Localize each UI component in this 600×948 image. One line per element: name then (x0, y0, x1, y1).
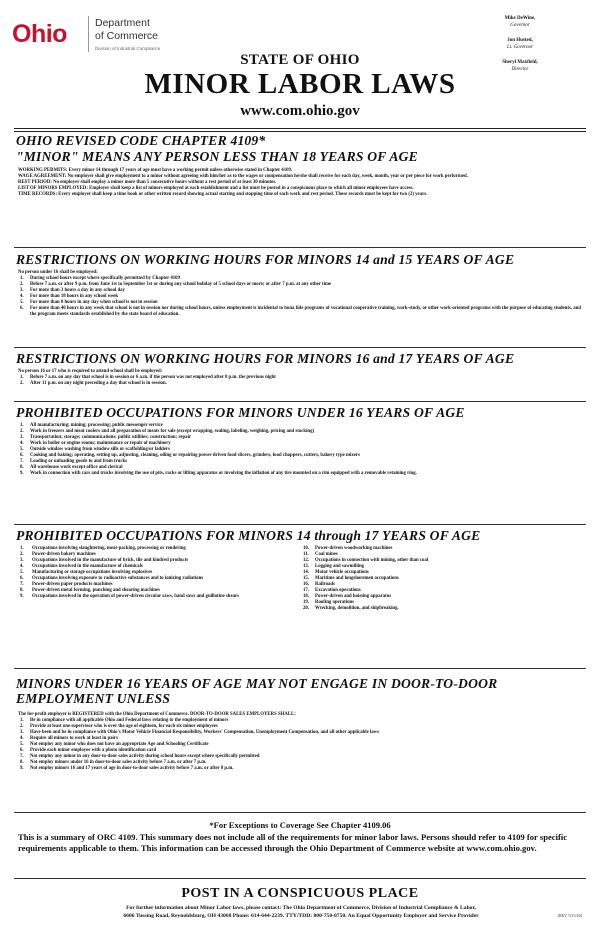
restriction-list (18, 276, 584, 318)
list-item-text: Be in compliance with all applicable Ohio and Federal laws relating to the employment of minors (30, 718, 229, 723)
provision-label: REST PERIOD: (18, 180, 52, 185)
summary-note: This is a summary of ORC 4109. This summary does not include all of the requirements for minor labor laws. Persons should refer to 4109 for specific requirements applicable to them. This information can be accessed through the Ohio Department of Commerce website at www.com.ohio.gov. (18, 832, 568, 853)
list-item-text: For more than 3 hours a day in any school day (30, 288, 125, 293)
list-item-text: After 11 p.m. on any night preceding a day that school is in session. (30, 381, 167, 386)
occupation-list (18, 546, 301, 600)
logo-department (95, 17, 158, 43)
list-number: 3. (20, 558, 24, 563)
section-rule (14, 668, 586, 669)
list-item-text: Require all minors to work at least in pairs (30, 736, 118, 741)
section-heading-chapter: OHIO REVISED CODE CHAPTER 4109* (16, 133, 266, 148)
section-rule (14, 401, 586, 402)
list-item-text: Occupations involving slaughtering, meat-packing, processing or rendering (32, 546, 186, 551)
list-number: 2. (20, 282, 24, 287)
list-item-text: Not employ minors under 16 in door-to-door sales activity before 7 a.m. or after 7 p.m. (30, 760, 207, 765)
list-item-text: Not employ minors 16 and 17 years of age in door-to-door sales activity before 7 a.m. or after 8 p.m. (30, 766, 234, 771)
list-number: 11. (303, 552, 309, 557)
list-item-text: Power-driven paper products machines (32, 582, 113, 587)
list-number: 1. (20, 375, 24, 380)
occupation-column-left (18, 546, 301, 612)
provision-label: TIME RECORDS: (18, 192, 58, 197)
list-item-text: Not employ any minor in any door-to-door sales activity during school hours except where specifically permitted (30, 754, 260, 759)
hours-16-17-list (18, 369, 584, 387)
logo-divider (88, 16, 89, 52)
official-title: Director (511, 66, 529, 72)
list-item (18, 594, 301, 600)
provision-label: WORKING PERMITS: (18, 168, 68, 173)
list-item-text: Not employ any minor who does not have an appropriate Age and Schooling Certificate (30, 742, 209, 747)
list-item-text: Power-driven bakery machines (32, 552, 96, 557)
list-number: 4. (20, 441, 24, 446)
general-provisions (18, 168, 584, 198)
section-heading-prohibited-under-16: PROHIBITED OCCUPATIONS FOR MINORS UNDER 16 YEARS OF AGE (16, 405, 465, 420)
list-number: 2. (20, 552, 24, 557)
list-item-text: Railroads (315, 582, 335, 587)
list-item-text: Transportation; storage; communications; public utilities; construction; repair (30, 435, 192, 440)
section-rule (14, 878, 586, 879)
list-number: 14. (303, 570, 309, 575)
list-number: 7. (20, 582, 24, 587)
list-item (18, 471, 584, 477)
list-number: 7. (20, 459, 24, 464)
list-number: 4. (20, 736, 24, 741)
official-name: Sheryl Maxfield, (502, 60, 538, 65)
list-number: 5. (20, 742, 24, 747)
provision-text: No employer shall give employment to a minor without agreeing with him/her as to the wages or compensation he/she shall receive for each day, week, month, year or per piece for work performed. (66, 174, 468, 179)
list-number: 2. (20, 724, 24, 729)
section-heading-door-to-door: MINORS UNDER 16 YEARS OF AGE MAY NOT ENGAGE IN DOOR-TO-DOOR EMPLOYMENT UNLESS (16, 676, 498, 706)
hours-14-15-list (18, 270, 584, 318)
section-heading-hours-16-17: RESTRICTIONS ON WORKING HOURS FOR MINORS 16 and 17 YEARS OF AGE (16, 351, 515, 366)
list-number: 18. (303, 594, 309, 599)
list-number: 13. (303, 564, 309, 569)
door-to-door-list (18, 712, 584, 772)
header-rule (14, 128, 586, 132)
list-item-text: Work in freezers and meat coolers and all preparation of meats for sale (except wrapping, sealing, labeling, weighing, pricing and stocking) (30, 429, 315, 434)
list-number: 5. (20, 570, 24, 575)
list-intro: No person under 16 shall be employed: (18, 270, 98, 275)
logo-wordmark: Ohio (12, 20, 67, 48)
page-title: MINOR LABOR LAWS (144, 68, 456, 100)
list-item-text: Occupations in connection with mining, other than coal (315, 558, 429, 563)
list-number: 3. (20, 730, 24, 735)
list-item-text: Manufacturing or storage occupations involving explosives (32, 570, 153, 575)
list-number: 8. (20, 588, 24, 593)
occupation-column-right (301, 546, 584, 612)
list-item-text: Provide each minor employee with a photo identification card (30, 748, 157, 753)
official (480, 16, 560, 29)
list-item-text: Occupations involving exposure to radioactive substances and to ionizing radiations (32, 576, 204, 581)
list-number: 2. (20, 381, 24, 386)
list-item-text: For more than 40 hours in any week that school is not in session nor during school hours, unless employment is incidental to bona fide programs of vocational cooperative training, work-study, or other work-oriented programs with the purpose of educating students, and the program meets standards established by the state board of education. (30, 306, 581, 317)
list-number: 1. (20, 423, 24, 428)
section-heading-hours-14-15: RESTRICTIONS ON WORKING HOURS FOR MINORS 14 and 15 YEARS OF AGE (16, 252, 515, 267)
section-heading-minor-definition: "MINOR" MEANS ANY PERSON LESS THAN 18 YEARS OF AGE (16, 149, 418, 164)
provision-text: Every employer shall keep a time book or other written record showing actual starting and stopping time of each work and rest period. These records must be kept for two (2) years. (57, 192, 428, 197)
logo-division: Division of Industrial Compliance (95, 46, 161, 51)
contact-info (18, 905, 584, 920)
official-title: Lt. Governor (506, 44, 534, 50)
list-item-text: All warehouse work except office and clerical (30, 465, 123, 470)
list-number: 17. (303, 588, 309, 593)
section-rule (14, 247, 586, 248)
contact-line: For further information about Minor Labor laws, please contact: The Ohio Department of Commerce, Division of Industrial Compliance & Labor, (126, 905, 476, 911)
requirement-list (18, 718, 584, 772)
form-code: (REV. 9/15/20) (557, 913, 582, 918)
list-number: 6. (20, 453, 24, 458)
prohibited-14-17-columns (18, 546, 584, 612)
section-rule (14, 812, 586, 813)
prohibited-under-16-list (18, 423, 584, 477)
list-number: 6. (20, 748, 24, 753)
official (480, 38, 560, 51)
list-number: 20. (303, 606, 309, 611)
list-item-text: Occupations involved in the manufacture of chemicals (32, 564, 143, 569)
list-item-text: Before 7 a.m. or after 9 p.m. from June 1st to September 1st or during any school holiday of 5 school days or more; or after 7 p.m. at any other time (30, 282, 332, 287)
list-number: 4. (20, 294, 24, 299)
list-item-text: Power-driven metal forming, punching and shearing machines (32, 588, 160, 593)
list-item-text: Outside window washing from window sills or scaffolding/or ladders (30, 447, 170, 452)
list-item-text: Excavation operations (315, 588, 361, 593)
list-number: 15. (303, 576, 309, 581)
list-number: 12. (303, 558, 309, 563)
list-number: 3. (20, 288, 24, 293)
list-intro: The for-profit employer is REGISTERED with the Ohio Department of Commerce. DOOR-TO-DOOR SALES EMPLOYERS SHALL: (18, 712, 296, 717)
list-item-text: Work in boiler or engine rooms; maintenance or repair of machinery (30, 441, 171, 446)
list-number: 2. (20, 429, 24, 434)
list-item-text: Loading or unloading goods to and from trucks (30, 459, 127, 464)
restriction-list (18, 375, 584, 387)
list-number: 1. (20, 546, 24, 551)
provision-paragraph (18, 192, 584, 198)
list-item-text: Occupations involved in the operation of power-driven circular saws, band saws and guillotine shears (32, 594, 239, 599)
section-rule (14, 347, 586, 348)
list-item-text: For more than 18 hours in any school week (30, 294, 119, 299)
list-number: 1. (20, 718, 24, 723)
post-notice: POST IN A CONSPICUOUS PLACE (181, 886, 419, 901)
list-item-text: Motor vehicle occupations (315, 570, 369, 575)
list-item-text: Provide at least one supervisor who is over the age of eighteen, for each six minor employees (30, 724, 218, 729)
list-intro: No person 16 or 17 who is required to attend school shall be employed: (18, 369, 163, 374)
list-item-text: All manufacturing; mining; processing; public messenger service (30, 423, 163, 428)
website-link[interactable]: www.com.ohio.gov (240, 103, 360, 119)
provision-text: No employer shall employ a minor more than 5 consecutive hours without a rest period of at least 30 minutes. (51, 180, 277, 185)
list-number: 8. (20, 760, 24, 765)
list-item-text: Wrecking, demolition, and shipbreaking. (315, 606, 399, 611)
list-item (18, 766, 584, 772)
list-item-text: Occupations involved in the manufacture of brick, tile and kindred products (32, 558, 189, 563)
section-heading-prohibited-14-17: PROHIBITED OCCUPATIONS FOR MINORS 14 through 17 YEARS OF AGE (16, 528, 481, 543)
list-number: 4. (20, 564, 24, 569)
list-number: 5. (20, 447, 24, 452)
list-number: 16. (303, 582, 309, 587)
official-title: Governor (510, 22, 530, 28)
state-heading: STATE OF OHIO (240, 52, 360, 68)
list-item-text: Have been and be in compliance with Ohio's Motor Vehicle Financial Responsibility, Workers' Compensation, Unemployment Compensation, and all other applicable laws (30, 730, 380, 735)
list-item (18, 381, 584, 387)
list-number: 1. (20, 276, 24, 281)
list-number: 8. (20, 465, 24, 470)
dept-line1: Department (95, 17, 150, 29)
list-number: 7. (20, 754, 24, 759)
list-number: 6. (20, 576, 24, 581)
list-item (301, 606, 584, 612)
list-item-text: Coal mines (315, 552, 338, 557)
provision-label: WAGE AGREEMENT: (18, 174, 67, 179)
list-item-text: Power-driven woodworking machines (315, 546, 393, 551)
exceptions-note: *For Exceptions to Coverage See Chapter 4109.06 (209, 820, 391, 830)
official-name: Jon Husted, (507, 38, 533, 43)
contact-line: 6606 Tussing Road, Reynoldsburg, OH 43068 Phone: 614-644-2239. TTY/TDD: 800-750-0750. An Equal Opportunity Employer and Service Provider (123, 912, 479, 919)
list-item (18, 306, 584, 318)
list-item-text: Cooking and baking; operating, setting up, adjusting, cleaning, oiling or repairing power-driven food slicers, grinders, food choppers, cutters, bakery type mixers (30, 453, 360, 458)
list-item-text: Before 7 a.m. on any day that school is in session or 6 a.m. if the person was not employed after 8 p.m. the previous night (30, 375, 276, 380)
list-number: 10. (303, 546, 309, 551)
list-number: 5. (20, 300, 24, 305)
list-item-text: Roofing operations (315, 600, 355, 605)
occupation-list (301, 546, 584, 612)
list-number: 6. (20, 306, 24, 311)
provision-label: LIST OF MINORS EMPLOYED: (18, 186, 88, 191)
list-item-text: Work in connection with cars and trucks involving the use of pits, racks or lifting apparatus or involving the inflation of any tire mounted on a rim equipped with a removable retaining ring. (30, 471, 417, 476)
list-number: 9. (20, 471, 24, 476)
section-rule (14, 524, 586, 525)
occupation-list (18, 423, 584, 477)
list-item-text: Power-driven and hoisting apparatus (315, 594, 392, 599)
dept-line2: of Commerce (95, 30, 159, 42)
list-item-text: During school hours except where specifically permitted by Chapter 4109 (30, 276, 180, 281)
ohio-commerce-logo (8, 10, 238, 58)
list-item-text: For more than 8 hours in any day when school is not in session (30, 300, 158, 305)
provision-text: Every minor 14 through 17 years of age must have a working permit unless otherwise stated in Chapter 4109. (67, 168, 293, 173)
list-number: 19. (303, 600, 309, 605)
list-number: 3. (20, 435, 24, 440)
list-item-text: Logging and sawmilling (315, 564, 365, 569)
list-number: 9. (20, 766, 24, 771)
list-item-text: Maritime and longshoremen occupations (315, 576, 399, 581)
official-name: Mike DeWine, (504, 16, 536, 21)
list-number: 9. (20, 594, 24, 599)
provision-text: Employer shall keep a list of minors employed at each establishment and a list must be posted in a conspicuous place to which all minor employees have access. (87, 186, 414, 191)
